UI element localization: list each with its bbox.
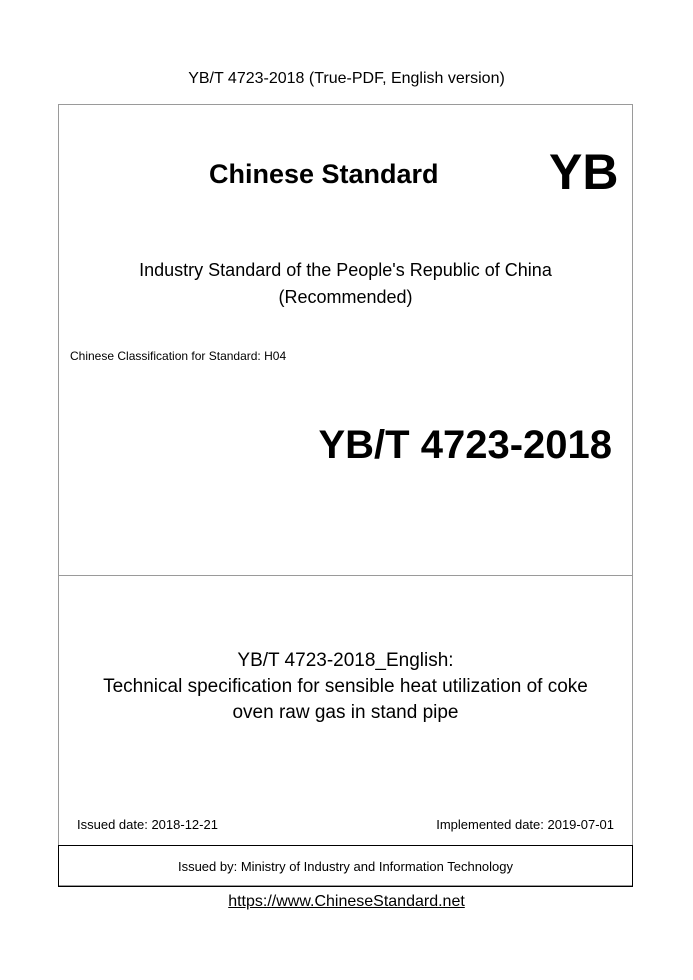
website-link[interactable]: https://www.ChineseStandard.net [228, 893, 465, 910]
title-line: Technical specification for sensible heat utilization of coke [103, 676, 588, 697]
document-title [59, 648, 632, 726]
chinese-standard-heading: Chinese Standard [209, 159, 439, 189]
title-line: oven raw gas in stand pipe [232, 702, 459, 723]
document-header: YB/T 4723-2018 (True-PDF, English version) [188, 70, 505, 87]
cover-frame [58, 104, 633, 886]
issuer-box [58, 845, 633, 887]
recommended-label: (Recommended) [278, 287, 413, 307]
industry-standard-line: Industry Standard of the People's Republic of China [139, 260, 552, 280]
implemented-date: Implemented date: 2019-07-01 [436, 817, 614, 832]
standard-code: YB [549, 144, 619, 200]
issued-date: Issued date: 2018-12-21 [77, 817, 218, 832]
standard-number: YB/T 4723-2018 [318, 423, 612, 467]
title-line: YB/T 4723-2018_English: [237, 650, 454, 671]
issuer-text: Issued by: Ministry of Industry and Information Technology [177, 858, 514, 874]
classification-text: Chinese Classification for Standard: H04 [70, 349, 287, 363]
section-divider [59, 575, 632, 576]
